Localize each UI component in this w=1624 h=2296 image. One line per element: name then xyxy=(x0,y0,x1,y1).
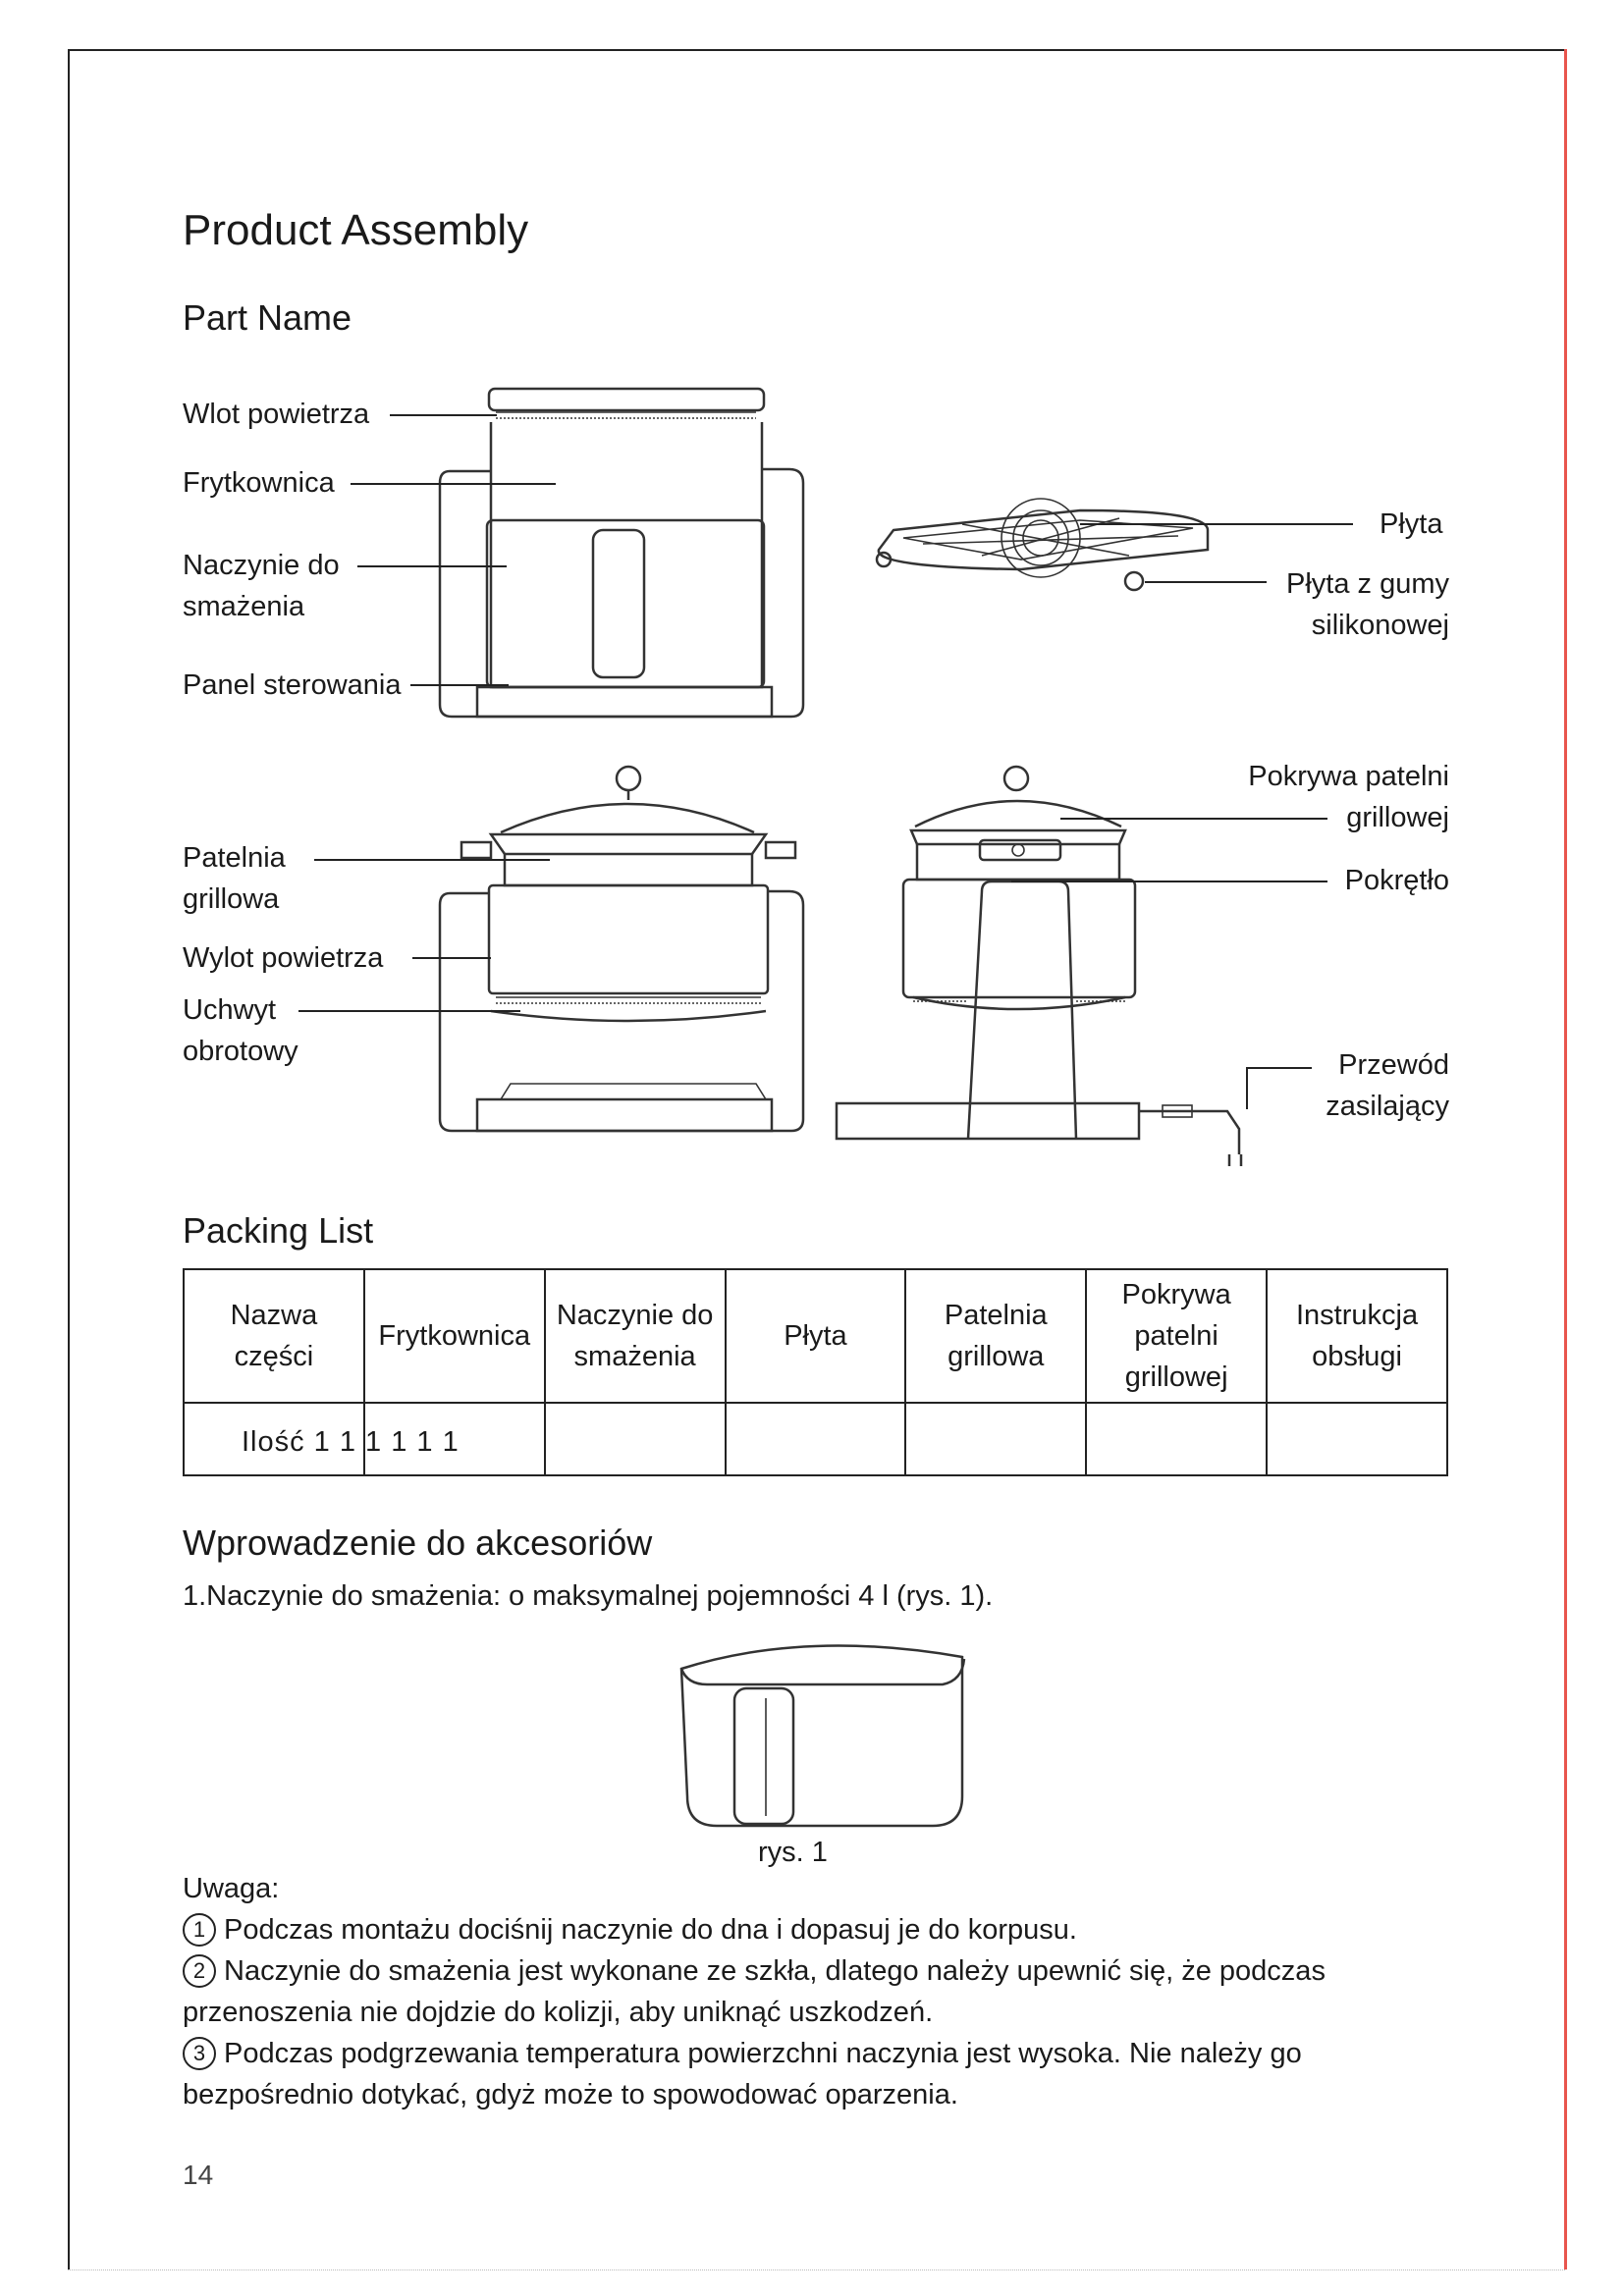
packing-list-heading: Packing List xyxy=(183,1210,374,1251)
label-rotary-handle-line2: obrotowy xyxy=(183,1036,298,1067)
note-marker: 3 xyxy=(183,2037,216,2070)
label-grill-pan-line1: Patelnia xyxy=(183,842,286,874)
leader-przewod xyxy=(1247,1068,1312,1109)
label-fryer: Frytkownica xyxy=(183,467,335,499)
frying-basket-drawing xyxy=(681,1645,964,1826)
label-basket-line1: Naczynie do xyxy=(183,550,340,581)
label-knob: Pokrętło xyxy=(1344,865,1449,896)
part-name-heading: Part Name xyxy=(183,297,352,338)
page-number: 14 xyxy=(183,2160,214,2190)
figure-caption: rys. 1 xyxy=(758,1837,828,1868)
label-plate: Płyta xyxy=(1380,508,1443,540)
header-basket: Naczynie do smażenia xyxy=(545,1269,726,1403)
header-fryer: Frytkownica xyxy=(364,1269,545,1403)
label-grill-pan-line2: grillowa xyxy=(183,883,280,915)
accessories-heading: Wprowadzenie do akcesoriów xyxy=(183,1522,653,1563)
label-grill-lid-line1: Pokrywa patelni xyxy=(1248,761,1449,792)
label-silicone-plate-line2: silikonowej xyxy=(1311,610,1449,641)
label-control-panel: Panel sterowania xyxy=(183,669,402,701)
label-power-cord-line2: zasilający xyxy=(1326,1091,1449,1122)
note-2: 2 Naczynie do smażenia jest wykonane ze szkła, dlatego należy upewnić się, że podczas przenoszenia nie dojdzie do kolizji, aby uniknąć uszkodzeń. xyxy=(183,1955,1326,2028)
label-air-inlet: Wlot powietrza xyxy=(183,399,370,430)
note-1: 1 Podczas montażu dociśnij naczynie do dna i dopasuj je do korpusu. xyxy=(183,1909,1077,1950)
accessory-item-1: 1.Naczynie do smażenia: o maksymalnej pojemności 4 l (rys. 1). xyxy=(183,1580,994,1612)
label-grill-lid-line2: grillowej xyxy=(1346,802,1449,833)
quantity-values: Ilość 1 1 1 1 1 1 xyxy=(242,1426,460,1458)
label-power-cord-line1: Przewód xyxy=(1338,1049,1449,1081)
label-silicone-plate-line1: Płyta z gumy xyxy=(1286,568,1449,600)
note-3: 3 Podczas podgrzewania temperatura powierzchni naczynia jest wysoka. Nie należy go bezpośrednio dotykać, gdyż może to spowodować oparzenia. xyxy=(183,2038,1302,2110)
grill-plate-drawing xyxy=(877,499,1208,590)
grill-pan-front-drawing xyxy=(440,767,803,1131)
header-grill-lid: Pokrywa patelni grillowej xyxy=(1086,1269,1267,1403)
label-rotary-handle-line1: Uchwyt xyxy=(183,994,277,1026)
label-air-outlet: Wylot powietrza xyxy=(183,942,384,974)
table-header-row xyxy=(184,1269,1447,1403)
page-title: Product Assembly xyxy=(183,206,529,254)
note-label: Uwaga: xyxy=(183,1873,280,1904)
header-plate: Płyta xyxy=(726,1269,906,1403)
note-marker: 2 xyxy=(183,1954,216,1988)
header-grill-pan: Patelnia grillowa xyxy=(905,1269,1086,1403)
header-part-name: Nazwa części xyxy=(184,1269,364,1403)
grill-pan-side-drawing xyxy=(837,767,1241,1166)
label-basket-line2: smażenia xyxy=(183,591,305,622)
note-marker: 1 xyxy=(183,1913,216,1947)
air-fryer-drawing xyxy=(440,389,803,717)
header-manual: Instrukcja obsługi xyxy=(1267,1269,1447,1403)
